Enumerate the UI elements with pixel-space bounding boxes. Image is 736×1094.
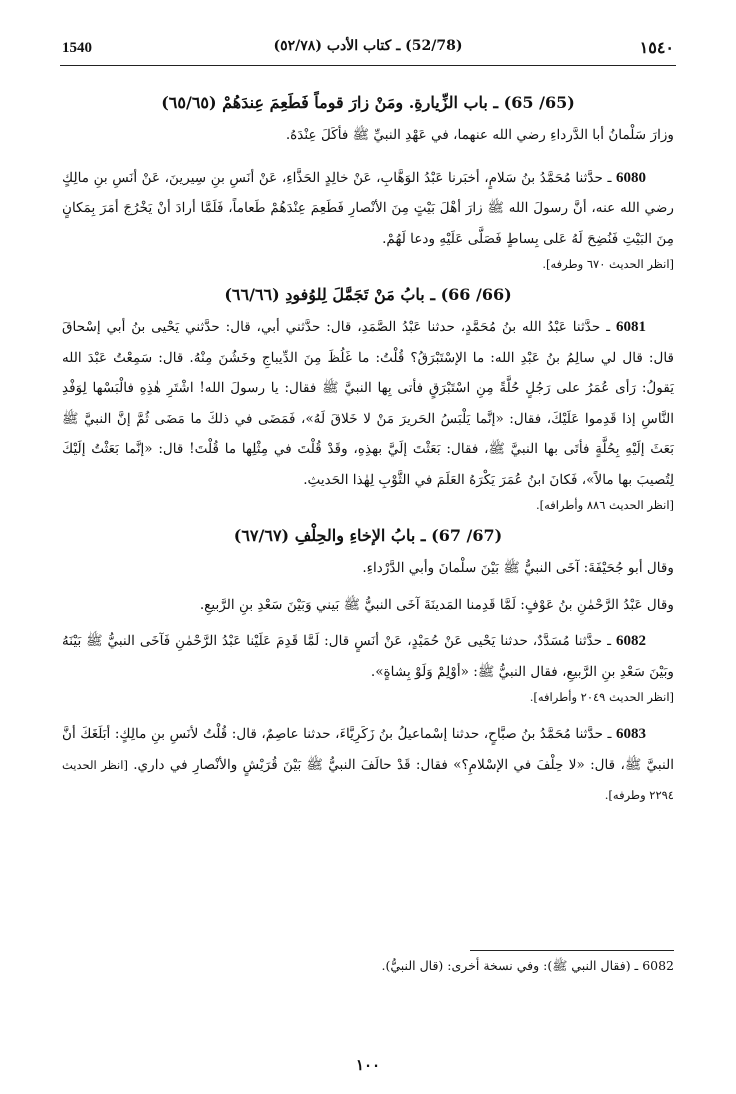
hadith-reference: [انظر الحديث ٢٢٩٤ وطرفه]. bbox=[62, 757, 674, 802]
hadith-6082 bbox=[62, 626, 674, 687]
section-intro: وقال عَبْدُ الرَّحْمٰنِ بنُ عَوْفٍ: لَمَّا قَدِمنا المَدينَةَ آخَى النبيُّ ﷺ بَيني وَبَيْنَ سَعْدِ بنِ الرَّبيعِ. bbox=[199, 596, 674, 613]
hadith-6081 bbox=[62, 312, 674, 495]
hadith-text: ـ حدَّثنا مُحَمَّدُ بنُ سَلامٍ، أخبَرنا عَبْدُ الوَهَّابِ، عَنْ خالِدٍ الحَذَّاءِ، عَنْ أنَسِ بنِ سِيرينَ، عَنْ أنَسِ بنِ مالِكٍ رضي الله عنه، أنَّ رسولَ الله ﷺ زارَ أهْلَ بَيْتٍ مِنَ الأنْصارِ فَطَعِمَ عِنْدَهُمْ طَعاماً، فَلَمَّا أرادَ أنْ يَخْرُجَ أمَرَ بِمَكانٍ مِنَ البَيْتِ فَنُضِحَ لَهُ عَلى بِساطٍ فَصَلَّى عَلَيْهِ ودعا لَهُمْ. bbox=[62, 169, 674, 247]
section-title: (66/ 66) ـ بابُ مَنْ تَجَمَّلَ لِلوُفودِ (٦٦/٦٦) bbox=[224, 285, 512, 304]
page-number-latin: 1540 bbox=[62, 40, 92, 56]
page-number-bottom: ١٠٠ bbox=[355, 1056, 381, 1074]
page-header bbox=[60, 34, 676, 66]
hadith-reference: [انظر الحديث ٦٧٠ وطرفه]. bbox=[542, 257, 674, 271]
footnote: 6082 ـ (فقال النبي ﷺ): وفي نسخة أخرى: (قال النبيُّ). bbox=[381, 958, 674, 973]
section-intro: وقال أبو جُحَيْفَةَ: آخَى النبيُّ ﷺ بَيْنَ سلْمانَ وأبي الدَّرْداءِ. bbox=[362, 560, 674, 576]
footnote-divider bbox=[470, 950, 674, 951]
page-body bbox=[62, 82, 674, 811]
hadith-text: ـ حدَّثنا مُسَدَّدٌ، حدثنا يَحْيى عَنْ حُمَيْدٍ، عَنْ أنَسٍ قال: لَمَّا قَدِمَ عَلَيْنا عَبْدُ الرَّحْمٰنِ فَآخَى النبيُّ ﷺ بَيْنَهُ وبَيْنَ سَعْدِ بنِ الرَّبيعِ، فقال النبيُّ ﷺ: «أوْلِمْ وَلَوْ بِشاةٍ». bbox=[62, 633, 674, 680]
section-intro: وزارَ سَلْمانُ أبا الدَّرداءِ رضي الله عنهما، في عَهْدِ النبيِّ ﷺ فأكَلَ عِنْدَهُ. bbox=[285, 127, 674, 143]
hadith-text: ـ حدَّثنا عَبْدُ الله بنُ مُحَمَّدٍ، حدثنا عَبْدُ الصَّمَدِ، قال: حدَّثني أبي، قال: حدَّثني يَحْيى بنُ أبي إسْحاقَ قال: قال لي سالِمُ بنُ عَبْدِ الله: ما الإسْتَبْرَقُ؟ قُلْتُ: ما غَلُظَ مِنَ الدِّيباجِ وخَشُنَ مِنْهُ. قال: سَمِعْتُ عَبْدَ الله يَقولُ: رَأى عُمَرُ على رَجُلٍ حُلَّةً مِنِ اسْتَبْرَقٍ فأتى بِها النبيَّ ﷺ فقال: يا رسولَ الله! اشْتَرِ هٰذِهِ فالْبَسْها لِوَفْدِ النَّاسِ إذا قَدِموا عَلَيْكَ، فقال: «إنَّما يَلْبَسُ الحَريرَ مَنْ لا خَلاقَ لَهُ»، فَمَضَى في ذلكَ ما مَضَى ثُمَّ إنَّ النبيَّ ﷺ بَعَثَ إلَيْهِ بِحُلَّةٍ فأتَى بها النبيَّ ﷺ، فقال: بَعَثْتَ إلَيَّ بهذِهِ، وقَدْ قُلْتَ في مِثْلِها ما قُلْتَ! قال: «إنَّما بَعَثْتُ إلَيْكَ لِتُصيبَ بها مالاً»، فَكانَ ابنُ عُمَرَ يَكْرَهُ العَلَمَ في الثَّوْبِ لِهٰذا الحَديثِ. bbox=[62, 319, 674, 488]
hadith-number: 6081 bbox=[616, 319, 646, 335]
hadith-6083 bbox=[62, 719, 674, 811]
hadith-number: 6082 bbox=[616, 633, 646, 649]
hadith-reference: [انظر الحديث ٢٠٤٩ وأطرافه]. bbox=[529, 690, 674, 704]
header-divider bbox=[60, 65, 676, 66]
section-title: (65/ 65) ـ باب الزِّيارةِ. ومَنْ زارَ قوماً فَطَعِمَ عِندَهُمْ (٦٥/٦٥) bbox=[161, 93, 575, 112]
hadith-text: ـ حدَّثنا مُحَمَّدُ بنُ صبَّاحٍ، حدثنا إسْماعيلُ بنُ زَكَرِيَّاءَ، حدثنا عاصِمٌ، قال: قُلْتُ لأنَسِ بنِ مالِكٍ: أبَلَغَكَ أنَّ النبيَّ ﷺ، قال: «لا حِلْفَ في الإسْلامِ؟» فقال: قَدْ حالَفَ النبيُّ ﷺ بَيْنَ قُرَيْشٍ والأنْصارِ في داري. bbox=[62, 726, 675, 773]
hadith-number: 6083 bbox=[616, 726, 646, 742]
hadith-6080 bbox=[62, 163, 674, 255]
hadith-reference: [انظر الحديث ٨٨٦ وأطرافه]. bbox=[535, 498, 674, 512]
hadith-number: 6080 bbox=[615, 169, 646, 186]
running-title: (52/78) ـ كتاب الأدب (٥٢/٧٨) bbox=[273, 38, 463, 54]
section-title: (67/ 67) ـ بابُ الإخاءِ والحِلْفِ (٦٧/٦٧) bbox=[233, 526, 503, 545]
page-number-arabic: ١٥٤٠ bbox=[639, 38, 674, 57]
